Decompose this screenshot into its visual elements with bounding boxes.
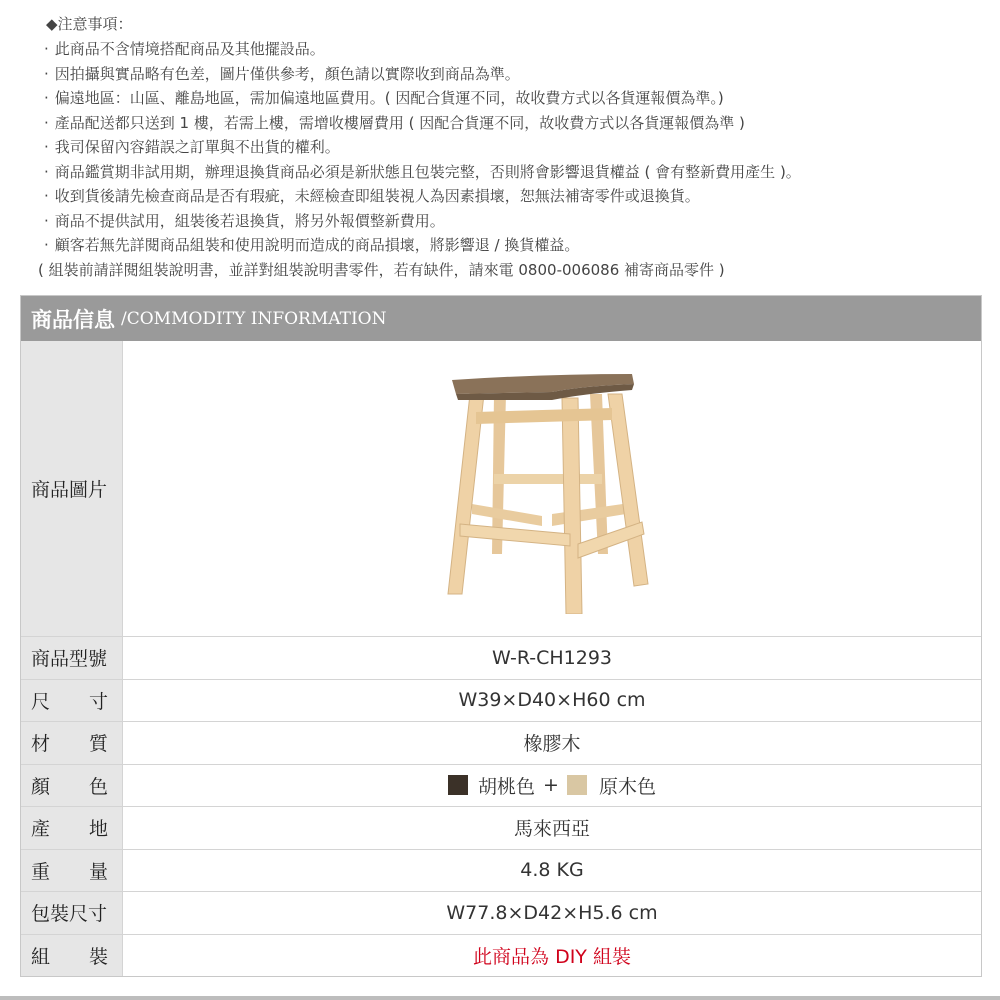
package-label: 包裝尺寸: [21, 892, 123, 934]
origin-value: 馬來西亞: [513, 818, 590, 841]
row-color: [21, 764, 981, 807]
natural-swatch: [567, 775, 587, 795]
material-value: 橡膠木: [523, 733, 581, 756]
row-weight: [21, 849, 981, 892]
color-label: 顏 色: [21, 765, 123, 807]
weight-value: 4.8 KG: [520, 859, 584, 882]
row-size: [21, 679, 981, 722]
row-material: [21, 721, 981, 764]
row-package: [21, 891, 981, 934]
bottom-divider: [0, 996, 1000, 1000]
note-item: · 此商品不含情境搭配商品及其他擺設品。: [44, 40, 325, 58]
origin-label: 產 地: [21, 807, 123, 849]
note-item: · 顧客若無先詳閱商品組裝和使用說明而造成的商品損壞，將影響退 / 換貨權益。: [44, 236, 580, 254]
note-item: · 我司保留內容錯誤之訂單與不出貨的權利。: [44, 138, 340, 156]
assembly-note: ( 組裝前請詳閱組裝說明書，並詳對組裝說明書零件，若有缺件，請來電 0800-006086 補寄商品零件 ): [38, 260, 725, 279]
notes-section: [30, 12, 990, 283]
color-name-2: 原木色: [598, 775, 656, 798]
walnut-swatch: [448, 775, 468, 795]
material-label: 材 質: [21, 722, 123, 764]
color-name-1: 胡桃色: [478, 775, 536, 798]
note-item: · 偏遠地區：山區、離島地區，需加偏遠地區費用。( 因配合貨運不同，故收費方式以各貨運報價為準。): [44, 89, 724, 107]
assembly-label: 組 裝: [21, 935, 123, 977]
info-title-en: /COMMODITY INFORMATION: [121, 308, 387, 329]
color-value: [123, 765, 981, 807]
notes-title: ◆注意事項：: [46, 15, 133, 33]
model-label: 商品型號: [21, 637, 123, 679]
row-photo: [21, 341, 981, 636]
row-model: [21, 636, 981, 679]
row-origin: [21, 806, 981, 849]
note-item: · 收到貨後請先檢查商品是否有瑕疵，未經檢查即組裝視人為因素損壞，恕無法補寄零件或退換貨。: [44, 187, 700, 205]
model-value: W-R-CH1293: [491, 646, 613, 669]
note-item: · 商品不提供試用，組裝後若退換貨，將另外報價整新費用。: [44, 211, 445, 230]
package-value: W77.8×D42×H5.6 cm: [446, 901, 658, 924]
commodity-info-table: [20, 295, 982, 977]
note-item: · 因拍攝與實品略有色差，圖片僅供參考，顏色請以實際收到商品為準。: [44, 64, 520, 83]
assembly-value: 此商品為 DIY 組裝: [473, 945, 631, 968]
bar-stool-image: [432, 364, 672, 614]
note-item: · 商品鑑賞期非試用期，辦理退換貨商品必須是新狀態且包裝完整，否則將會影響退貨權益 ( 會有整新費用產生 )。: [44, 162, 801, 181]
color-plus: +: [543, 774, 559, 797]
size-value: W39×D40×H60 cm: [458, 689, 646, 712]
row-assembly: [21, 934, 981, 977]
product-photo: [123, 341, 981, 636]
weight-label: 重 量: [21, 850, 123, 892]
size-label: 尺 寸: [21, 680, 123, 722]
photo-label: 商品圖片: [21, 341, 123, 636]
note-item: · 產品配送都只送到 1 樓，若需上樓，需增收樓層費用 ( 因配合貨運不同，故收費方式以各貨運報價為準 ): [44, 113, 745, 132]
info-header: [21, 296, 981, 341]
info-title-zh: 商品信息: [31, 307, 115, 332]
